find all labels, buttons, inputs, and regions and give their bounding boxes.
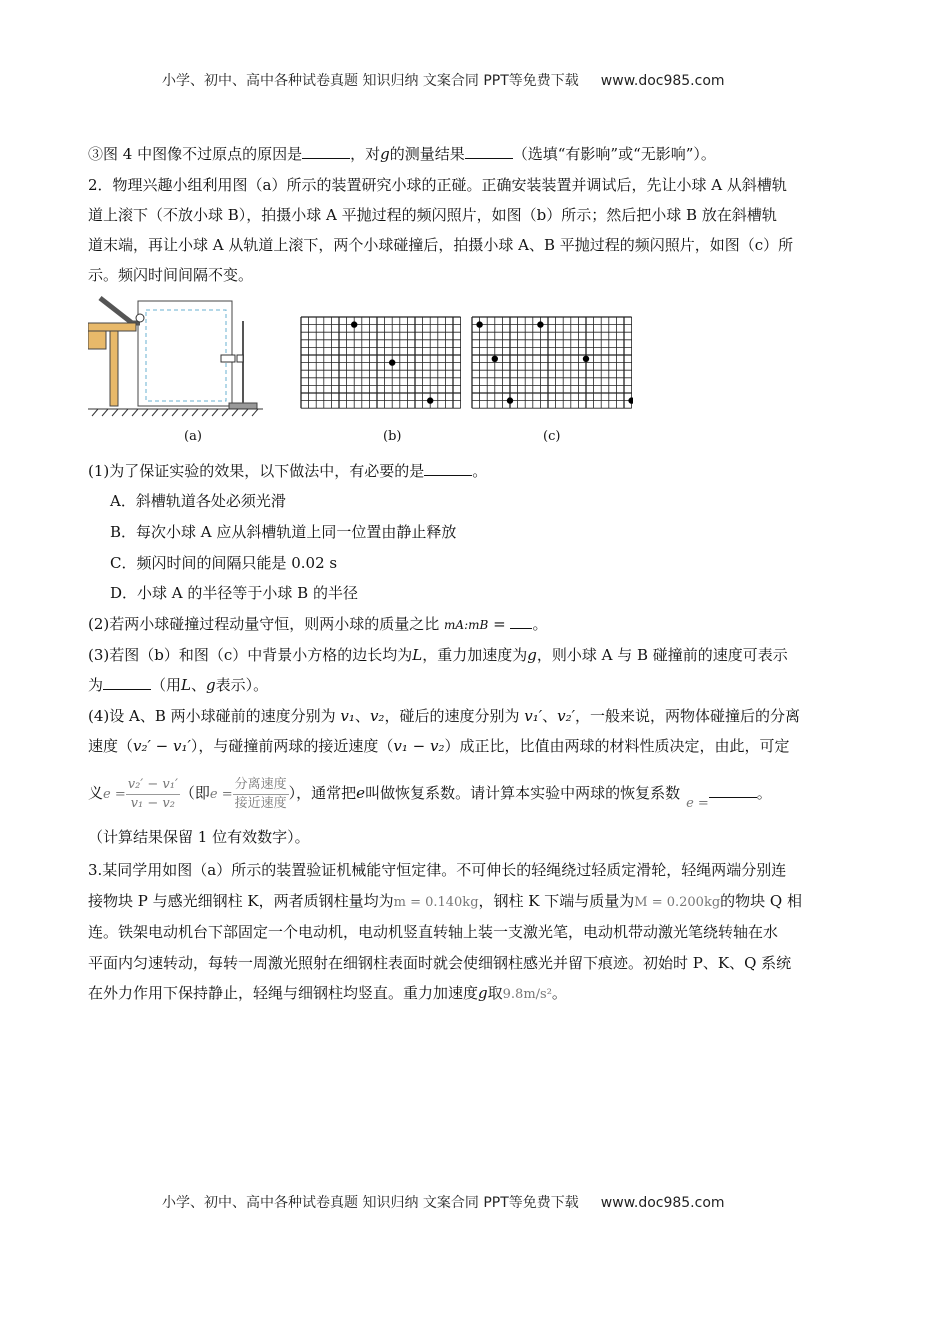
option-a: A．斜槽轨道各处必须光滑	[110, 492, 286, 510]
option-b: B．每次小球 A 应从斜槽轨道上同一位置由静止释放	[110, 523, 457, 541]
text: ），与碰撞前两球的接近速度（	[190, 737, 394, 755]
header-url[interactable]: www.doc985.com	[600, 73, 725, 89]
text: 为	[88, 676, 104, 694]
var-v1-prime: v₁′	[524, 707, 543, 725]
text: 的测量结果	[389, 145, 465, 163]
formula-fraction	[126, 776, 180, 813]
footer-url[interactable]: www.doc985.com	[600, 1195, 725, 1211]
text: ）成正比，比值由两球的材料性质决定，由此，可定	[444, 737, 790, 755]
caption-b: (b)	[383, 429, 402, 444]
text: 在外力作用下保持静止，轻绳与细钢柱均竖直。重力加速度	[88, 984, 479, 1002]
ball-position-dot	[351, 321, 357, 327]
text: ③图 4 中图像不过原点的原因是	[88, 145, 303, 163]
var-v2-prime: v₂′	[557, 707, 576, 725]
figure-c-grid	[471, 316, 633, 414]
page-header	[162, 70, 725, 90]
var-v1: v₁	[340, 707, 355, 725]
q2-stem-line: 示。频闪时间间隔不变。	[88, 266, 254, 284]
text: （选填“有影响”或“无影响”）。	[512, 145, 716, 163]
q2-part3-cont	[88, 675, 268, 695]
var-v2: v₂	[369, 707, 385, 725]
text: ），通常把	[288, 784, 357, 802]
text: 取	[487, 984, 503, 1002]
figure-b-grid	[300, 316, 462, 414]
q1-item-3	[88, 144, 716, 164]
separation-speed: v₂′ − v₁′	[133, 737, 191, 755]
g-value: 9.8m/s²	[502, 987, 552, 1002]
var-g: g	[527, 646, 537, 664]
q3-line: 连。铁架电动机台下部固定一个电动机，电动机竖直转轴上装一支激光笔，电动机带动激光笔绕转轴在水	[88, 923, 779, 941]
numerator: 分离速度	[233, 776, 289, 795]
q2-part1: (1)为了保证实验的效果，以下做法中，有必要的是 。	[88, 462, 488, 480]
text: ，重力加速度为	[422, 646, 528, 664]
text: 、	[191, 676, 207, 694]
e-equals: e =	[686, 796, 709, 811]
footer-text: 小学、初中、高中各种试卷真题 知识归纳 文案合同 PPT等免费下载	[162, 1195, 579, 1211]
q3-line	[88, 891, 802, 913]
ball-position-dot	[427, 397, 433, 403]
denominator: 接近速度	[234, 795, 287, 811]
q2-part4-note: （计算结果保留 1 位有效数字）。	[88, 828, 310, 846]
ball-position-dot	[492, 356, 498, 362]
q2-part3	[88, 645, 788, 665]
text: 义	[88, 784, 104, 802]
answer-blank	[709, 783, 757, 798]
ball-position-dot	[628, 397, 633, 403]
q2-stem-line: 道上滚下（不放小球 B），拍摄小球 A 平抛过程的频闪照片，如图（b）所示；然后把小球 B 放在斜槽轨	[88, 206, 777, 224]
ball-position-dot	[476, 321, 482, 327]
header-text: 小学、初中、高中各种试卷真题 知识归纳 文案合同 PPT等免费下载	[162, 73, 579, 89]
text: 叫做恢复系数。请计算本实验中两球的恢复系数	[365, 784, 681, 802]
answer-blank	[465, 144, 513, 159]
caption-a: (a)	[184, 429, 202, 444]
text: 。	[551, 984, 567, 1002]
text: =	[488, 615, 511, 633]
ball-position-dot	[537, 321, 543, 327]
q2-part2: (2)若两小球碰撞过程动量守恒，则两小球的质量之比 mA:mB = 。	[88, 615, 548, 633]
mass-M: M = 0.200kg	[634, 895, 721, 910]
q3-line: 3.某同学用如图（a）所示的装置验证机械能守恒定律。不可伸长的轻绳绕过轻质定滑轮，轻绳两端分别连	[88, 861, 787, 879]
q2-part4-line2	[88, 736, 790, 756]
approach-speed: v₁ − v₂	[393, 737, 445, 755]
q3-line	[88, 983, 567, 1005]
e-equals: e =	[103, 787, 126, 802]
figure-a-apparatus	[88, 296, 268, 418]
var-L: L	[181, 676, 191, 694]
text: (1)为了保证实验的效果，以下做法中，有必要的是	[88, 462, 425, 480]
answer-blank	[302, 144, 350, 159]
text: ，一般来说，两物体碰撞后的分离	[575, 707, 801, 725]
q3-line: 平面内匀速转动，每转一周激光照射在细钢柱表面时就会使细钢柱感光并留下痕迹。初始时 P、K、Q 系统	[88, 954, 792, 972]
text: ，对	[350, 145, 381, 163]
answer-blank	[424, 461, 472, 476]
numerator: v₂′ − v₁′	[126, 776, 180, 795]
mass-m: m = 0.140kg	[393, 895, 479, 910]
answer-blank	[103, 675, 151, 690]
text: (2)若两小球碰撞过程动量守恒，则两小球的质量之比	[88, 615, 445, 633]
text: ，则小球 A 与 B 碰撞前的速度可表示	[536, 646, 788, 664]
e-equals: e =	[209, 787, 233, 802]
option-d: D．小球 A 的半径等于小球 B 的半径	[110, 584, 358, 602]
ball-position-dot	[507, 397, 513, 403]
denominator: v₁ − v₂	[130, 795, 175, 811]
option-c: C．频闪时间的间隔只能是 0.02 s	[110, 554, 338, 572]
ball-position-dot	[583, 356, 589, 362]
q2-stem-line: 2．物理兴趣小组利用图（a）所示的装置研究小球的正碰。正确安装装置并调试后，先让小球 A 从斜槽轨	[88, 176, 787, 194]
word-fraction	[233, 776, 289, 813]
caption-c: (c)	[543, 429, 561, 444]
ball-position-dot	[389, 359, 395, 365]
text: 速度（	[88, 737, 134, 755]
text: 表示）。	[215, 676, 269, 694]
q2-part4-formula-line: 义e = $\frac{\text{v₂′ − v₁′}}{\text{v₁ − v₂}}$ （即e = $\frac{\text{分离速度}}{\text{接近速度}}$ ），通常把e叫做恢复系数。请计算本实验中两球的恢复系数e =。	[88, 776, 772, 811]
text: （即	[179, 784, 210, 802]
var-g: g	[478, 984, 488, 1002]
var-L: L	[412, 646, 423, 664]
text: ，碰后的速度分别为	[384, 707, 525, 725]
text: 的物块 Q 相	[720, 892, 802, 910]
text: (4)设 A、B 两小球碰前的速度分别为	[88, 707, 341, 725]
var-e: e	[356, 784, 366, 802]
var-g: g	[380, 145, 390, 163]
text: 接物块 P 与感光细钢柱 K，两者质钢柱量均为	[88, 892, 394, 910]
q2-stem-line: 道末端，再让小球 A 从轨道上滚下，两个小球碰撞后，拍摄小球 A、B 平抛过程的频闪照片，如图（c）所	[88, 236, 794, 254]
answer-blank	[510, 614, 532, 629]
text: （用	[151, 676, 182, 694]
q2-part4-line1	[88, 706, 800, 726]
text: ，钢柱 K 下端与质量为	[478, 892, 635, 910]
text: (3)若图（b）和图（c）中背景小方格的边长均为	[88, 646, 413, 664]
text: 、	[354, 707, 370, 725]
mass-ratio: mA:mB	[444, 618, 489, 632]
page-footer	[162, 1192, 725, 1212]
text: 、	[542, 707, 558, 725]
var-g: g	[206, 676, 216, 694]
